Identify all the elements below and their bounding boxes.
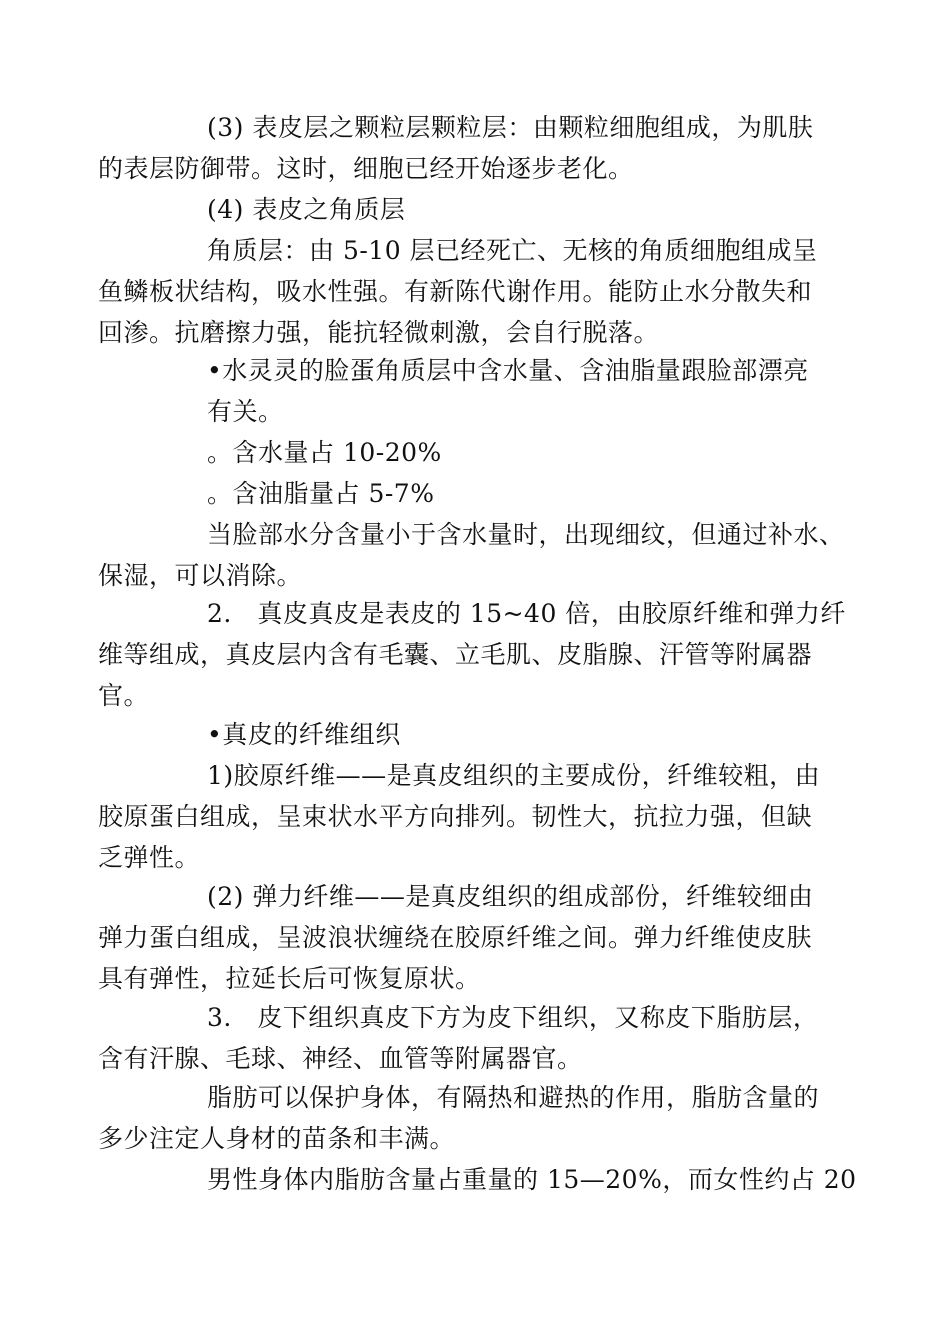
paragraph-elastin-line-3: 具有弹性，拉延长后可恢复原状。 bbox=[98, 964, 481, 993]
heading-stratum-corneum: (4) 表皮之角质层 bbox=[207, 195, 406, 224]
list-item-oil-content: 。含油脂量占 5-7% bbox=[207, 479, 435, 508]
paragraph-fine-lines-line-2: 保湿，可以消除。 bbox=[98, 561, 303, 590]
paragraph-fine-lines-line-1: 当脸部水分含量小于含水量时，出现细纹，但通过补水、 bbox=[207, 520, 845, 549]
paragraph-subcutaneous-line-1: 3. 皮下组织真皮下方为皮下组织，又称皮下脂肪层， bbox=[207, 1003, 819, 1032]
paragraph-granular-layer-line-1: (3) 表皮层之颗粒层颗粒层：由颗粒细胞组成，为肌肤 bbox=[207, 113, 814, 142]
paragraph-subcutaneous-line-2: 含有汗腺、毛球、神经、血管等附属器官。 bbox=[98, 1044, 583, 1073]
paragraph-fat-percentage-line-1: 男性身体内脂肪含量占重量的 15—20%，而女性约占 20 bbox=[207, 1165, 857, 1194]
bullet-hydration-line-1: •水灵灵的脸蛋角质层中含水量、含油脂量跟脸部漂亮 bbox=[207, 356, 809, 385]
paragraph-elastin-line-2: 弹力蛋白组成，呈波浪状缠绕在胶原纤维之间。弹力纤维使皮肤 bbox=[98, 923, 813, 952]
paragraph-fat-line-1: 脂肪可以保护身体，有隔热和避热的作用，脂肪含量的 bbox=[207, 1083, 820, 1112]
paragraph-collagen-line-3: 乏弹性。 bbox=[98, 843, 201, 872]
paragraph-dermis-line-2: 维等组成，真皮层内含有毛囊、立毛肌、皮脂腺、汗管等附属器 bbox=[98, 640, 813, 669]
paragraph-stratum-corneum-line-3: 回渗。抗磨擦力强，能抗轻微刺激，会自行脱落。 bbox=[98, 318, 660, 347]
paragraph-dermis-line-1: 2. 真皮真皮是表皮的 15~40 倍，由胶原纤维和弹力纤 bbox=[207, 599, 846, 628]
paragraph-granular-layer-line-2: 的表层防御带。这时，细胞已经开始逐步老化。 bbox=[98, 154, 634, 183]
paragraph-fat-line-2: 多少注定人身材的苗条和丰满。 bbox=[98, 1124, 456, 1153]
bullet-hydration-line-2: 有关。 bbox=[207, 397, 284, 426]
paragraph-collagen-line-2: 胶原蛋白组成，呈束状水平方向排列。韧性大，抗拉力强，但缺 bbox=[98, 802, 813, 831]
paragraph-dermis-line-3: 官。 bbox=[98, 681, 150, 710]
paragraph-stratum-corneum-line-1: 角质层：由 5-10 层已经死亡、无核的角质细胞组成呈 bbox=[207, 236, 818, 265]
paragraph-stratum-corneum-line-2: 鱼鳞板状结构，吸水性强。有新陈代谢作用。能防止水分散失和 bbox=[98, 277, 813, 306]
paragraph-elastin-line-1: (2) 弹力纤维——是真皮组织的组成部份，纤维较细由 bbox=[207, 882, 814, 911]
paragraph-collagen-line-1: 1)胶原纤维——是真皮组织的主要成份，纤维较粗，由 bbox=[207, 761, 821, 790]
bullet-dermis-fibers: •真皮的纤维组织 bbox=[207, 720, 401, 749]
list-item-water-content: 。含水量占 10-20% bbox=[207, 438, 442, 467]
